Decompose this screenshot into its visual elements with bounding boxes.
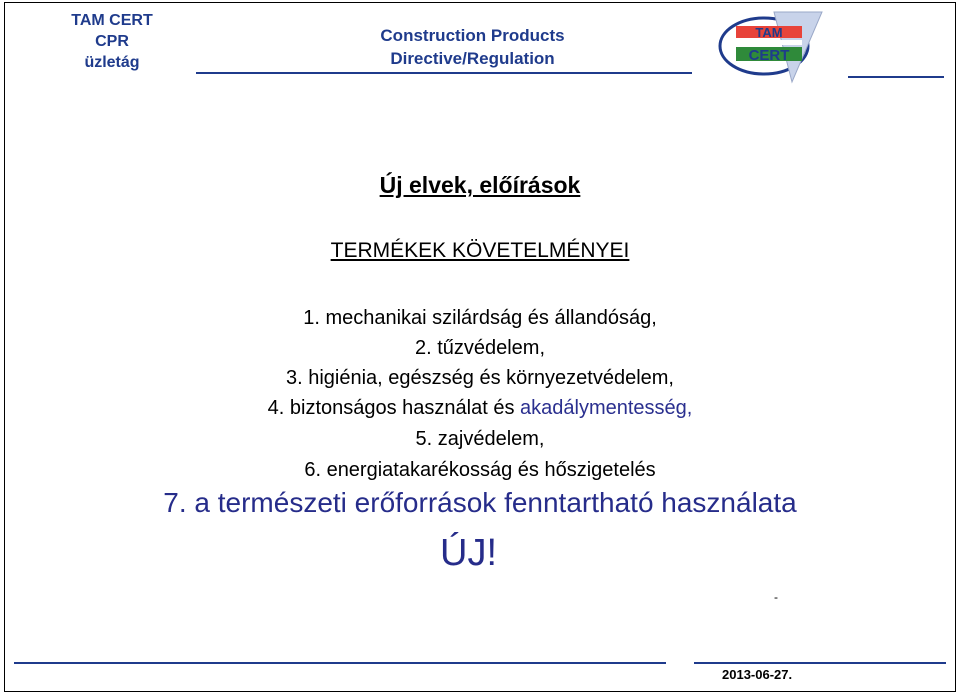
header-center-line1: Construction Products (380, 26, 565, 45)
requirement-item-4-text: 4. biztonságos használat és (267, 397, 521, 419)
footer-dash: - (774, 590, 778, 604)
requirement-item-2: 2. tűzvédelem, (414, 337, 546, 359)
requirement-item-7: 7. a természeti erőforrások fenntartható használata (163, 487, 797, 518)
header-left-line3: üzletág (84, 54, 140, 71)
header-rule-right (848, 76, 944, 78)
header-rule-left (196, 72, 692, 74)
page-title: Új elvek, előírások (379, 172, 581, 198)
requirement-item-4 (0, 397, 960, 420)
tamcert-logo (714, 8, 824, 84)
page-subtitle: TERMÉKEK KÖVETELMÉNYEI (330, 239, 630, 262)
requirement-item-6: 6. energiatakarékosság és hőszigetelés (304, 459, 656, 481)
footer-rule-left (14, 662, 666, 664)
requirement-item-3: 3. higiénia, egészség és környezetvédelem, (285, 367, 674, 389)
header-left (48, 10, 176, 73)
requirement-item-1: 1. mechanikai szilárdság és állandóság, (303, 307, 657, 329)
logo-cert-text: CERT (748, 47, 790, 64)
header-center (345, 24, 600, 70)
header-left-line2: CPR (95, 33, 129, 50)
requirement-item-4-highlight: akadálymentesség, (520, 397, 693, 419)
header-left-line1: TAM CERT (71, 12, 153, 29)
footer-rule-right (694, 662, 946, 664)
requirement-item-5: 5. zajvédelem, (415, 428, 545, 450)
header-center-line2: Directive/Regulation (390, 49, 555, 68)
footer-date: 2013-06-27. (722, 667, 793, 682)
logo-tam-text: TAM (755, 25, 783, 40)
new-label: ÚJ! (440, 532, 497, 574)
